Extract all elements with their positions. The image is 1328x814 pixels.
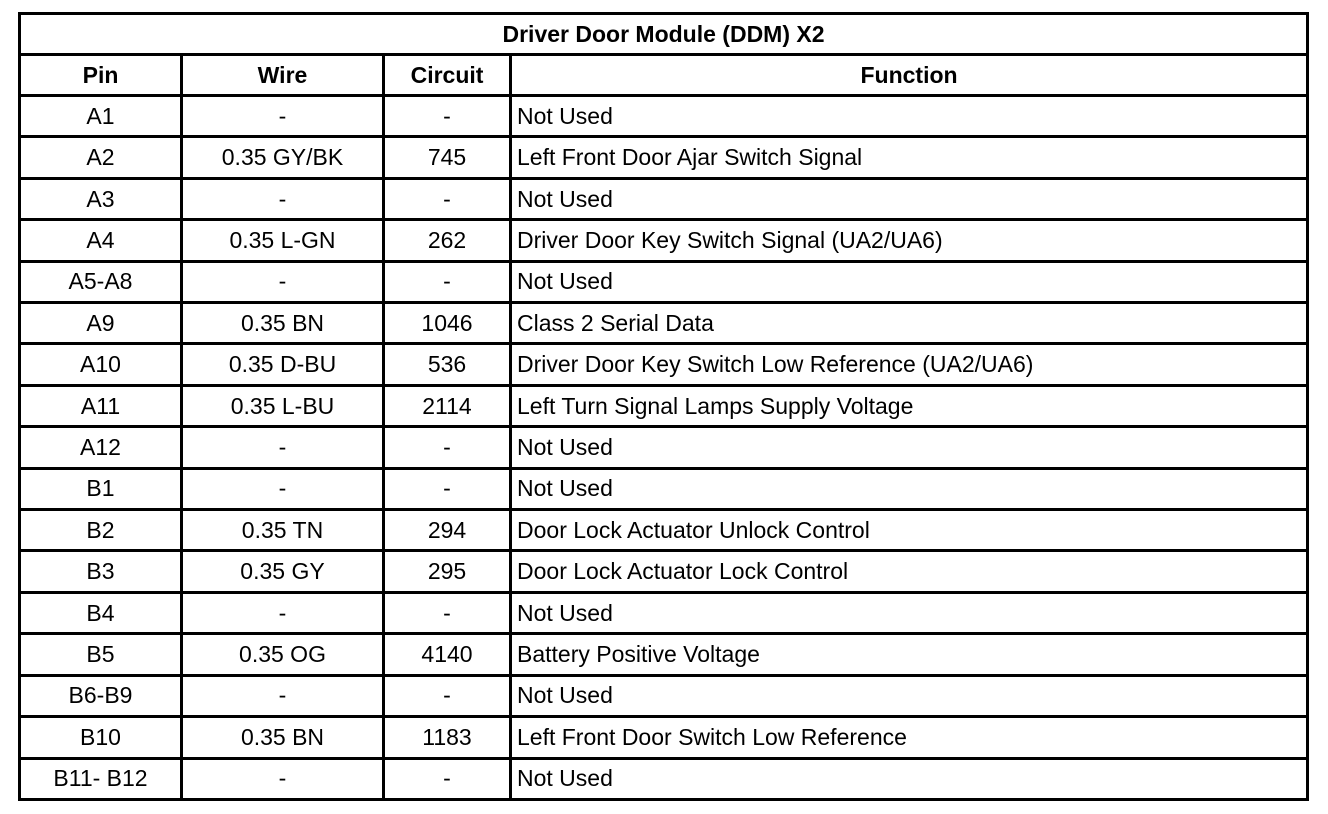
circuit-cell: - <box>384 261 511 302</box>
circuit-cell: 295 <box>384 551 511 592</box>
circuit-cell: - <box>384 96 511 137</box>
table-row <box>20 468 1308 509</box>
wire-cell: 0.35 BN <box>182 303 384 344</box>
column-header-circuit: Circuit <box>384 55 511 96</box>
function-cell: Not Used <box>511 427 1308 468</box>
circuit-cell: - <box>384 758 511 800</box>
pin-cell: A2 <box>20 137 182 178</box>
circuit-cell: 2114 <box>384 385 511 426</box>
pin-cell: B11- B12 <box>20 758 182 800</box>
table-row <box>20 96 1308 137</box>
function-cell: Not Used <box>511 758 1308 800</box>
pin-cell: A12 <box>20 427 182 468</box>
circuit-cell: 4140 <box>384 634 511 675</box>
circuit-cell: 294 <box>384 510 511 551</box>
pin-cell: A5-A8 <box>20 261 182 302</box>
table-row <box>20 717 1308 758</box>
table-row <box>20 220 1308 261</box>
table-row <box>20 510 1308 551</box>
table-row <box>20 303 1308 344</box>
function-cell: Left Turn Signal Lamps Supply Voltage <box>511 385 1308 426</box>
wire-cell: 0.35 TN <box>182 510 384 551</box>
pin-cell: A9 <box>20 303 182 344</box>
pin-cell: A3 <box>20 178 182 219</box>
function-cell: Driver Door Key Switch Signal (UA2/UA6) <box>511 220 1308 261</box>
pin-cell: A11 <box>20 385 182 426</box>
function-cell: Not Used <box>511 261 1308 302</box>
column-header-pin: Pin <box>20 55 182 96</box>
pin-cell: A1 <box>20 96 182 137</box>
circuit-cell: - <box>384 427 511 468</box>
column-header-function: Function <box>511 55 1308 96</box>
function-cell: Battery Positive Voltage <box>511 634 1308 675</box>
table-row <box>20 634 1308 675</box>
function-cell: Not Used <box>511 592 1308 633</box>
wire-cell: - <box>182 178 384 219</box>
wire-cell: 0.35 L-BU <box>182 385 384 426</box>
table-row <box>20 592 1308 633</box>
function-cell: Not Used <box>511 178 1308 219</box>
pin-cell: B5 <box>20 634 182 675</box>
pin-cell: B3 <box>20 551 182 592</box>
circuit-cell: - <box>384 675 511 716</box>
table-row <box>20 758 1308 800</box>
circuit-cell: - <box>384 468 511 509</box>
function-cell: Door Lock Actuator Lock Control <box>511 551 1308 592</box>
wire-cell: - <box>182 592 384 633</box>
circuit-cell: 1046 <box>384 303 511 344</box>
wire-cell: 0.35 L-GN <box>182 220 384 261</box>
pin-cell: A10 <box>20 344 182 385</box>
table-row <box>20 137 1308 178</box>
table-row <box>20 178 1308 219</box>
wire-cell: 0.35 D-BU <box>182 344 384 385</box>
function-cell: Class 2 Serial Data <box>511 303 1308 344</box>
pin-cell: B4 <box>20 592 182 633</box>
table-header-row <box>20 55 1308 96</box>
wire-cell: 0.35 GY/BK <box>182 137 384 178</box>
function-cell: Not Used <box>511 96 1308 137</box>
table-row <box>20 385 1308 426</box>
circuit-cell: 262 <box>384 220 511 261</box>
circuit-cell: - <box>384 592 511 633</box>
table-title: Driver Door Module (DDM) X2 <box>20 14 1308 55</box>
function-cell: Driver Door Key Switch Low Reference (UA2/UA6) <box>511 344 1308 385</box>
pin-cell: B1 <box>20 468 182 509</box>
table-row <box>20 344 1308 385</box>
wire-cell: 0.35 OG <box>182 634 384 675</box>
wire-cell: - <box>182 427 384 468</box>
table-row <box>20 551 1308 592</box>
connector-pinout-table <box>18 12 1309 801</box>
circuit-cell: 745 <box>384 137 511 178</box>
function-cell: Not Used <box>511 468 1308 509</box>
wire-cell: - <box>182 675 384 716</box>
table-title-row <box>20 14 1308 55</box>
table-row <box>20 261 1308 302</box>
column-header-wire: Wire <box>182 55 384 96</box>
function-cell: Not Used <box>511 675 1308 716</box>
table-row <box>20 427 1308 468</box>
table-row <box>20 675 1308 716</box>
wire-cell: - <box>182 261 384 302</box>
function-cell: Left Front Door Ajar Switch Signal <box>511 137 1308 178</box>
wire-cell: - <box>182 758 384 800</box>
pin-cell: B2 <box>20 510 182 551</box>
pin-cell: A4 <box>20 220 182 261</box>
circuit-cell: 1183 <box>384 717 511 758</box>
function-cell: Left Front Door Switch Low Reference <box>511 717 1308 758</box>
pin-cell: B6-B9 <box>20 675 182 716</box>
circuit-cell: - <box>384 178 511 219</box>
pin-cell: B10 <box>20 717 182 758</box>
function-cell: Door Lock Actuator Unlock Control <box>511 510 1308 551</box>
wire-cell: 0.35 GY <box>182 551 384 592</box>
wire-cell: - <box>182 96 384 137</box>
wire-cell: - <box>182 468 384 509</box>
circuit-cell: 536 <box>384 344 511 385</box>
wire-cell: 0.35 BN <box>182 717 384 758</box>
